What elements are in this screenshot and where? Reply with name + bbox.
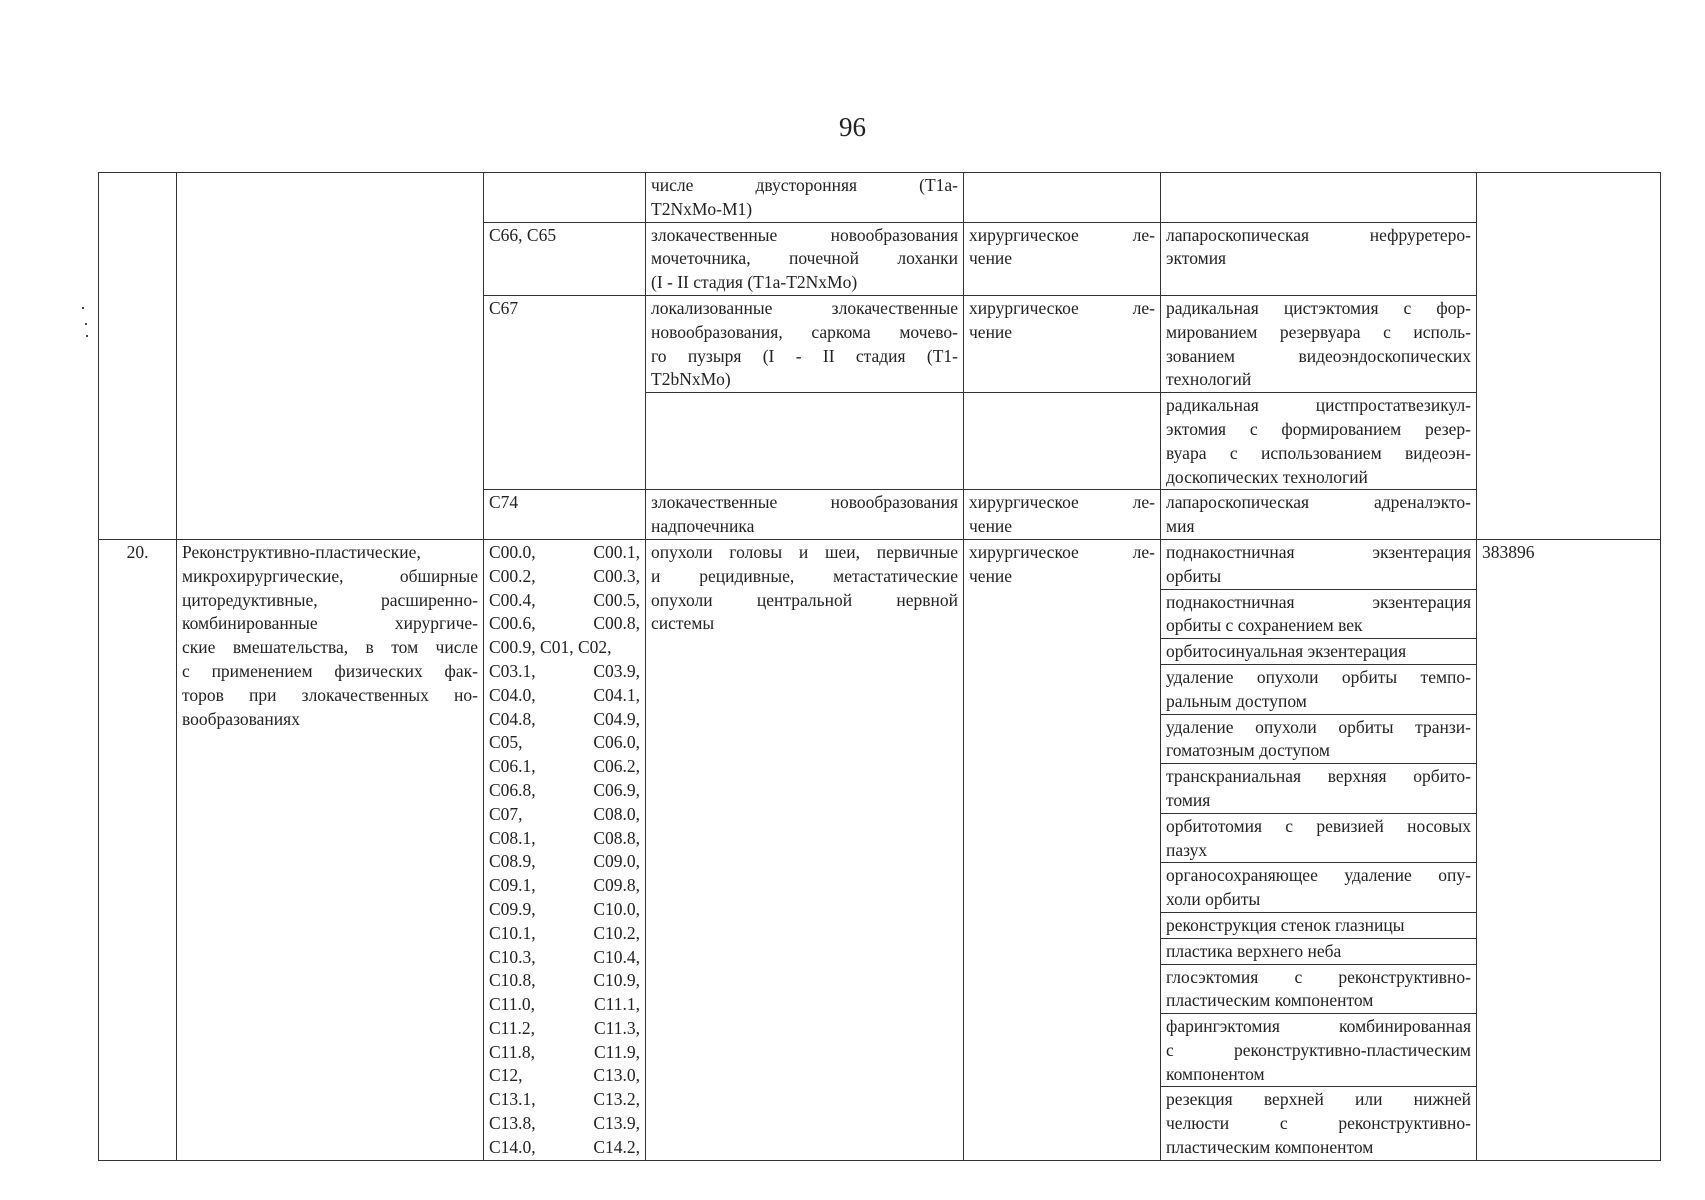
text-line: ральным доступом	[1166, 690, 1307, 711]
diagnosis-cell	[646, 222, 964, 295]
code-line	[489, 993, 640, 1017]
code-line	[489, 874, 640, 898]
icd-code: C10.1,	[489, 922, 536, 943]
text-line: T2bNxMo)	[651, 369, 731, 390]
text-line: лапароскопическая нефруретеро-	[1166, 224, 1471, 245]
code-line	[489, 779, 640, 803]
icd-code: C00.3,	[593, 565, 640, 586]
text-line: эктомия	[1166, 248, 1227, 269]
icd-code: C00.5,	[593, 589, 640, 610]
code-cell: C67	[484, 295, 646, 489]
icd-code: C10.4,	[593, 946, 640, 967]
code-line	[489, 684, 640, 708]
method-cell	[1161, 490, 1477, 540]
text-line: хирургическое ле-	[969, 541, 1155, 562]
diagnosis-cell	[646, 173, 964, 223]
code-line	[489, 827, 640, 851]
icd-code: C11.9,	[593, 1041, 640, 1062]
text-line: эктомия с формированием резер-	[1166, 418, 1471, 439]
method-item	[1161, 814, 1476, 864]
code-line	[489, 612, 640, 636]
code-line	[489, 565, 640, 589]
text-line: зованием видеоэндоскопических	[1166, 345, 1471, 366]
method-cell	[1161, 173, 1477, 223]
icd-code: C06.1,	[489, 756, 536, 777]
icd-code: C06.9,	[593, 779, 640, 800]
text-line: пластическим компонентом	[1166, 1137, 1374, 1158]
icd-code: C10.3,	[489, 946, 536, 967]
text-line: лапароскопическая адреналэкто-	[1166, 492, 1471, 513]
icd-code: C11.0,	[489, 994, 536, 1015]
icd-code: C13.9,	[593, 1113, 640, 1134]
text-line: опухоли центральной нервной	[651, 589, 958, 610]
code-line	[489, 1136, 640, 1160]
icd-code: C11.8,	[489, 1041, 536, 1062]
icd-code: C13.2,	[593, 1089, 640, 1110]
method-cell	[1161, 222, 1477, 295]
method-cell	[1161, 393, 1477, 490]
text-line: го пузыря (I - II стадия (T1-	[651, 345, 958, 366]
method-item	[1161, 1087, 1476, 1159]
icd-code: C08.1,	[489, 827, 536, 848]
text-line: удаление опухоли орбиты транзи-	[1166, 716, 1471, 737]
icd-code: C04.1,	[593, 684, 640, 705]
text-line: комбинированные хирургиче-	[182, 613, 478, 634]
code-cell: C66, C65	[484, 222, 646, 295]
text-line: орбиты с сохранением век	[1166, 615, 1363, 636]
text-line: чение	[969, 565, 1013, 586]
method-item	[1161, 863, 1476, 913]
text-line: циторедуктивные, расширенно-	[182, 589, 478, 610]
text-line: транскраниальная верхняя орбито-	[1166, 766, 1471, 787]
icd-code: C03.9,	[593, 660, 640, 681]
method-cell	[1161, 295, 1477, 392]
treatment-type-cell	[964, 295, 1161, 392]
method-item	[1161, 939, 1476, 965]
code-line	[489, 1041, 640, 1065]
icd-code: C13.1,	[489, 1089, 536, 1110]
treatment-type-cell	[964, 490, 1161, 540]
method-item	[1161, 965, 1476, 1015]
icd-code: C00.6,	[489, 613, 536, 634]
text-line: орбитосинуальная экзентерация	[1166, 641, 1407, 662]
text-line: чение	[969, 321, 1013, 342]
code-line	[489, 636, 640, 660]
text-line: хирургическое ле-	[969, 297, 1155, 318]
icd-code: C00.2,	[489, 565, 536, 586]
method-item	[1161, 715, 1476, 765]
code-line	[489, 898, 640, 922]
method-item	[1161, 639, 1476, 665]
code-line	[489, 1017, 640, 1041]
code-line	[489, 731, 640, 755]
icd-code: C11.1,	[593, 994, 640, 1015]
icd-code: C13.0,	[593, 1065, 640, 1086]
code-cell: C74	[484, 490, 646, 540]
text-line: чение	[969, 516, 1013, 537]
text-line: мированием резервуара с исполь-	[1166, 321, 1471, 342]
margin-marks	[80, 305, 92, 345]
code-cell	[484, 539, 646, 1160]
icd-code: C11.2,	[489, 1017, 536, 1038]
text-line: с реконструктивно-пластическим	[1166, 1039, 1471, 1060]
text-line: удаление опухоли орбиты темпо-	[1166, 666, 1471, 687]
text-line: компонентом	[1166, 1063, 1265, 1084]
diagnosis-cell	[646, 295, 964, 392]
text-line: хирургическое ле-	[969, 224, 1155, 245]
text-line: торов при злокачественных но-	[182, 684, 478, 705]
text-line: надпочечника	[651, 516, 755, 537]
icd-code: C03.1,	[489, 660, 536, 681]
icd-code: C08.9,	[489, 851, 536, 872]
text-line: орбитотомия с ревизией носовых	[1166, 815, 1471, 836]
text-line: и рецидивные, метастатические	[651, 565, 958, 586]
text-line: орбиты	[1166, 565, 1222, 586]
text-line: холи орбиты	[1166, 889, 1261, 910]
group-name-cell	[177, 539, 484, 1160]
text-line: мия	[1166, 516, 1195, 537]
text-line: локализованные злокачественные	[651, 297, 958, 318]
icd-code: C07,	[489, 803, 523, 824]
text-line: доскопических технологий	[1166, 466, 1368, 487]
text-line: пазух	[1166, 839, 1208, 860]
code-cell	[484, 173, 646, 223]
treatment-type-cell	[964, 393, 1161, 490]
text-line: вообразованиях	[182, 708, 300, 729]
icd-code: C04.0,	[489, 684, 536, 705]
text-line: челюсти с реконструктивно-	[1166, 1113, 1471, 1134]
code-line	[489, 803, 640, 827]
text-line: с применением физических фак-	[182, 660, 478, 681]
method-item	[1161, 665, 1476, 715]
cost-cell	[1477, 173, 1661, 540]
text-line: органосохраняющее удаление опу-	[1166, 865, 1471, 886]
icd-code: C08.0,	[593, 803, 640, 824]
icd-code: C14.2,	[593, 1136, 640, 1157]
icd-code: C06.2,	[593, 756, 640, 777]
diagnosis-cell	[646, 490, 964, 540]
icd-code: C14.0,	[489, 1136, 536, 1157]
icd-code: C10.8,	[489, 970, 536, 991]
icd-code: C00.9, C01, C02,	[489, 637, 612, 658]
code-line	[489, 589, 640, 613]
icd-code: C09.0,	[593, 851, 640, 872]
procedures-table	[98, 172, 1661, 1161]
icd-code: C09.9,	[489, 898, 536, 919]
icd-code: C12,	[489, 1065, 523, 1086]
text-line: числе двусторонняя (T1a-	[651, 175, 958, 195]
icd-code: C09.8,	[593, 875, 640, 896]
diagnosis-cell	[646, 539, 964, 1160]
treatment-type-cell	[964, 173, 1161, 223]
text-line: опухоли головы и шеи, первичные	[651, 541, 958, 562]
table-row	[99, 539, 1661, 1160]
text-line: микрохирургические, обширные	[182, 565, 478, 586]
icd-code: C10.2,	[593, 922, 640, 943]
icd-code: C11.3,	[593, 1017, 640, 1038]
row-number-cell: 20.	[99, 539, 177, 1160]
page-number: 96	[839, 112, 866, 142]
text-line: поднакостничная экзентерация	[1166, 541, 1471, 562]
text-line: мочеточника, почечной лоханки	[651, 248, 958, 269]
text-line: технологий	[1166, 369, 1252, 390]
icd-code: C06.0,	[593, 732, 640, 753]
code-line	[489, 755, 640, 779]
text-line: томия	[1166, 789, 1211, 810]
icd-code: C04.8,	[489, 708, 536, 729]
code-line	[489, 922, 640, 946]
icd-code: C06.8,	[489, 779, 536, 800]
text-line: злокачественные новообразования	[651, 224, 958, 245]
icd-code: C00.4,	[489, 589, 536, 610]
text-line: гоматозным доступом	[1166, 740, 1330, 761]
icd-code: C13.8,	[489, 1113, 536, 1134]
text-line: резекция верхней или нижней	[1166, 1089, 1471, 1110]
method-item	[1161, 540, 1476, 590]
text-line: глосэктомия с реконструктивно-	[1166, 966, 1471, 987]
text-line: ские вмешательства, в том числе	[182, 637, 478, 658]
text-line: радикальная цистэктомия с фор-	[1166, 297, 1471, 318]
code-line	[489, 1112, 640, 1136]
code-line	[489, 660, 640, 684]
table-row	[99, 173, 1661, 223]
method-item	[1161, 764, 1476, 814]
text-line: хирургическое ле-	[969, 492, 1155, 513]
treatment-type-cell	[964, 539, 1161, 1160]
text-line: Реконструктивно-пластические,	[182, 541, 421, 562]
text-line: радикальная цистпростатвезикул-	[1166, 395, 1471, 416]
text-line: (I - II стадия (T1a-T2NxMo)	[651, 272, 858, 293]
icd-code: C00.8,	[593, 613, 640, 634]
row-number-cell	[99, 173, 177, 540]
method-item	[1161, 913, 1476, 939]
code-line	[489, 1088, 640, 1112]
code-line	[489, 1064, 640, 1088]
text-line: вуара с использованием видеоэн-	[1166, 442, 1471, 463]
treatment-type-cell	[964, 222, 1161, 295]
text-line: системы	[651, 613, 715, 634]
text-line: пластика верхнего неба	[1166, 940, 1342, 961]
cost-cell: 383896	[1477, 539, 1661, 1160]
code-line	[489, 946, 640, 970]
text-line: фарингэктомия комбинированная	[1166, 1016, 1471, 1037]
code-line	[489, 708, 640, 732]
icd-code: C00.0,	[489, 541, 536, 562]
text-line: новообразования, саркома мочево-	[651, 321, 958, 342]
icd-code: C10.9,	[593, 970, 640, 991]
icd-code: C10.0,	[593, 898, 640, 919]
text-line: чение	[969, 248, 1013, 269]
group-name-cell	[177, 173, 484, 540]
method-item	[1161, 1014, 1476, 1087]
text-line: злокачественные новообразования	[651, 492, 958, 513]
icd-code: C08.8,	[593, 827, 640, 848]
code-line	[489, 541, 640, 565]
method-cell	[1161, 539, 1477, 1160]
icd-code: C04.9,	[593, 708, 640, 729]
icd-code: C05,	[489, 732, 523, 753]
text-line: пластическим компонентом	[1166, 990, 1374, 1011]
text-line: поднакостничная экзентерация	[1166, 591, 1471, 612]
icd-code: C09.1,	[489, 875, 536, 896]
diagnosis-cell	[646, 393, 964, 490]
icd-code: C00.1,	[593, 541, 640, 562]
text-line: T2NxMo-M1)	[651, 198, 753, 219]
text-line: реконструкция стенок глазницы	[1166, 914, 1405, 935]
code-line	[489, 850, 640, 874]
method-item	[1161, 590, 1476, 640]
code-line	[489, 969, 640, 993]
